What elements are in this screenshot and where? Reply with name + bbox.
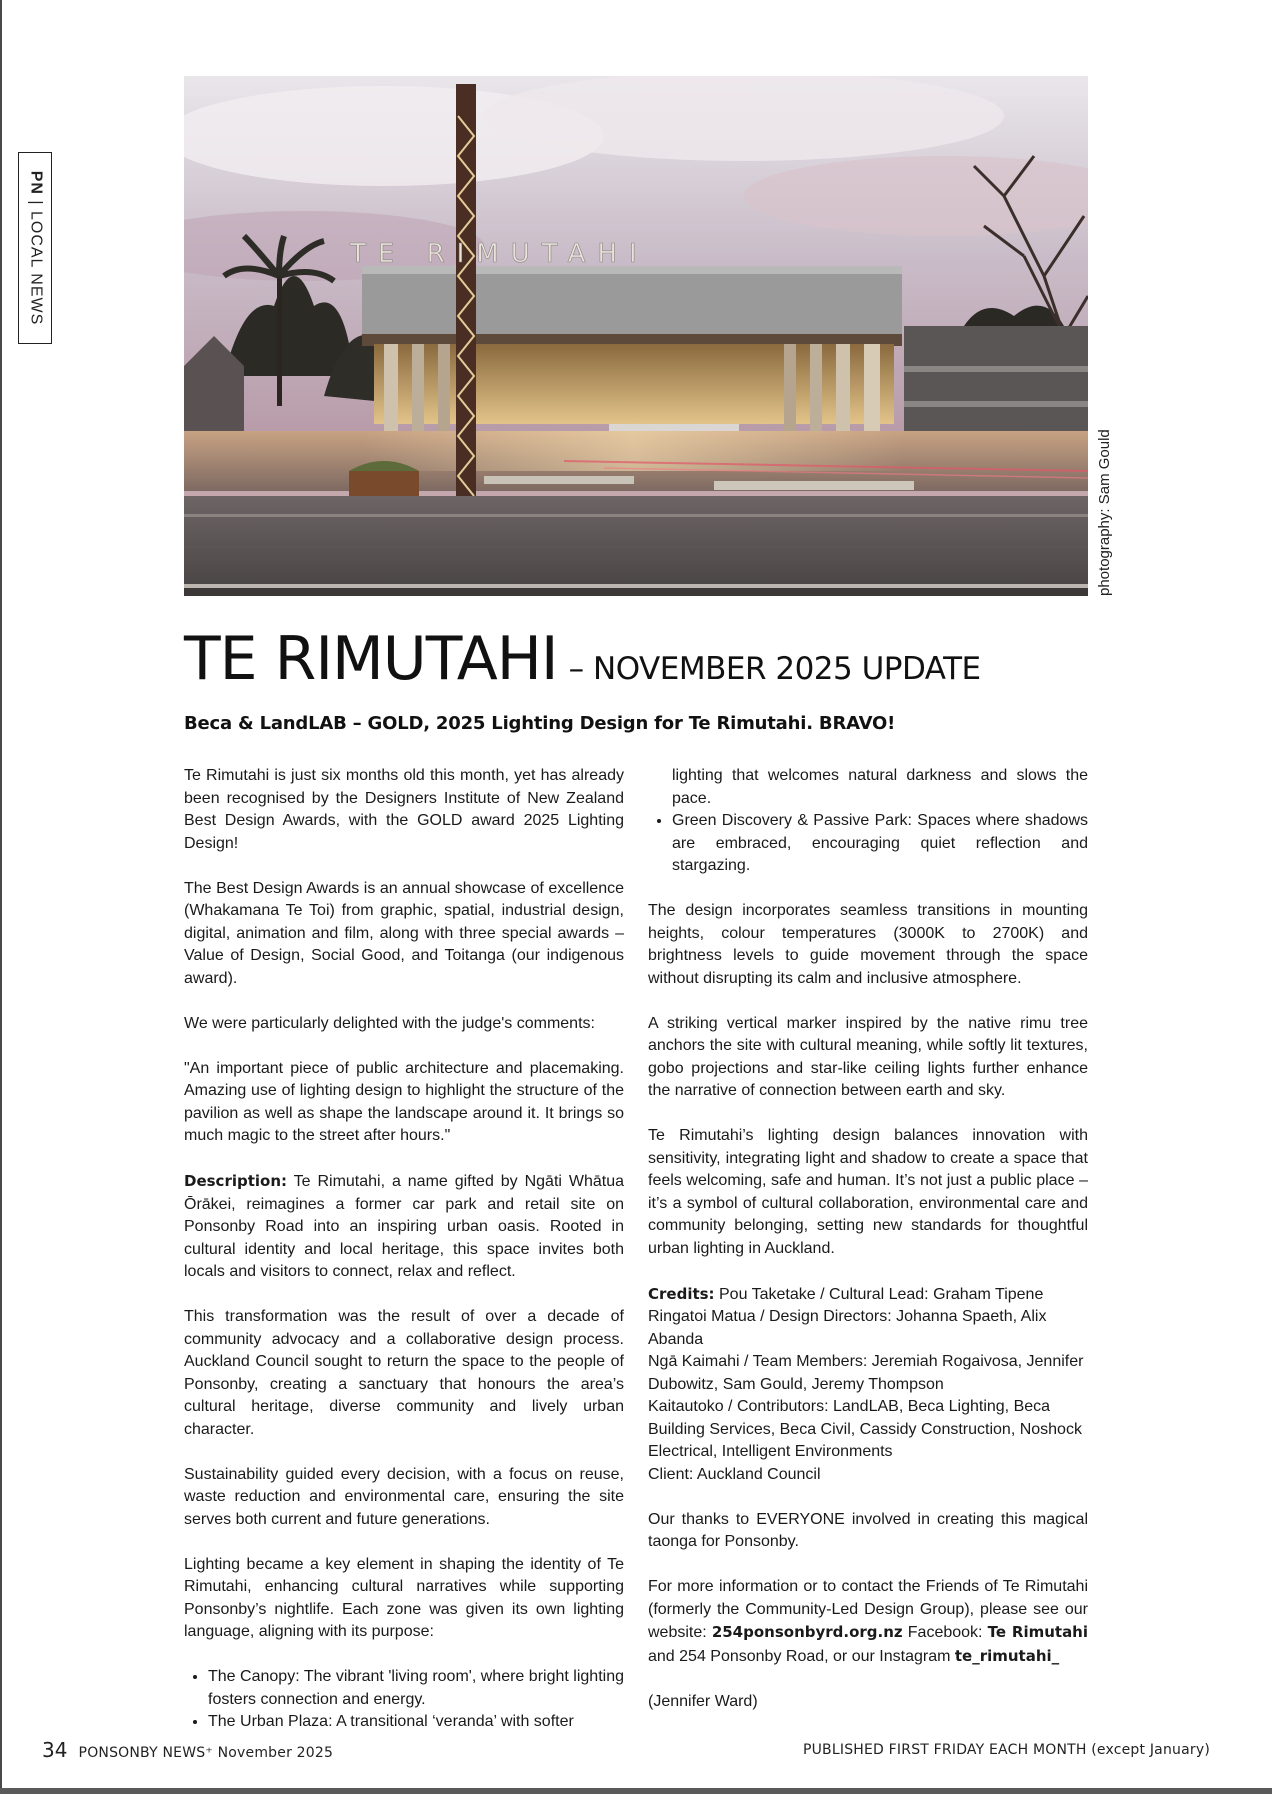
description-text: Te Rimutahi, a name gifted by Ngāti Whātua Ōrākei, reimagines a former car park and retail site on Ponsonby Road into an inspiring urban oasis. Rooted in cultural identity and local heritage, this space invites both locals and visitors to connect, relax and reflect.: [184, 1173, 624, 1280]
paragraph: The design incorporates seamless transitions in mounting heights, colour temperatures (3000K to 2700K) and brightness levels to guide movement through the space without disrupting its calm and inclusive atmosphere.: [648, 902, 1088, 987]
contact-paragraph: [648, 1576, 1088, 1668]
credits-block: [648, 1283, 1088, 1487]
contact-text: For more information or to contact the Friends of Te Rimutahi (formerly the Community-Led Design Group), please see our website:: [648, 1578, 1088, 1641]
byline: (Jennifer Ward): [648, 1692, 758, 1710]
credit-line: Ngā Kaimahi / Team Members: Jeremiah Rogaivosa, Jennifer Dubowitz, Sam Gould, Jeremy Thompson: [648, 1353, 1084, 1393]
credit-line: Kaitautoko / Contributors: LandLAB, Beca Lighting, Beca Building Services, Beca Civil, Cassidy Construction, Noshock Electrical, Intelligent Environments: [648, 1398, 1082, 1460]
publication-tagline: PUBLISHED FIRST FRIDAY EACH MONTH (except January): [802, 1742, 1210, 1758]
contact-text: Facebook:: [902, 1624, 988, 1641]
paragraph: Our thanks to EVERYONE involved in creating this magical taonga for Ponsonby.: [648, 1510, 1088, 1550]
article-headline: [184, 624, 1088, 694]
photo-signage: TE RIMUTAHI: [350, 239, 649, 269]
article-title-suffix: – NOVEMBER 2025 UPDATE: [568, 651, 981, 687]
article-subhead: Beca & LandLAB – GOLD, 2025 Lighting Design for Te Rimutahi. BRAVO!: [184, 713, 896, 734]
credit-line: Ringatoi Matua / Design Directors: Johanna Spaeth, Alix Abanda: [648, 1308, 1047, 1348]
credits-lead: Credits:: [648, 1284, 715, 1303]
facebook-link[interactable]: Te Rimutahi: [987, 1623, 1089, 1641]
paragraph: Te Rimutahi’s lighting design balances innovation with sensitivity, integrating light and shadow to create a space that feels welcoming, safe and human. It’s not just a public place – it’s a symbol of cultural collaboration, environmental care and community belonging, setting new standards for thoughtful urban lighting in Auckland.: [648, 1127, 1088, 1257]
section-tab-label: [26, 171, 44, 326]
section-tab: [18, 152, 52, 344]
page-edge-bottom: [0, 1788, 1272, 1794]
page-footer: [42, 1738, 1210, 1760]
zone-list: [184, 1666, 624, 1734]
paragraph: A striking vertical marker inspired by the native rimu tree anchors the site with cultural meaning, while softly lit textures, gobo projections and star-like ceiling lights further enhance the narrative of connection between earth and sky.: [648, 1014, 1088, 1099]
article-title: TE RIMUTAHI: [184, 624, 558, 694]
description-paragraph: [184, 1170, 624, 1284]
judges-quote: "An important piece of public architecture and placemaking. Amazing use of lighting design to highlight the structure of the pavilion as well as shape the landscape around it. It brings so much magic to the street after hours.": [184, 1059, 624, 1144]
zone-list-continued: [648, 765, 1088, 810]
article-column-left: [184, 765, 624, 1756]
hero-photo-illustration: [184, 76, 1088, 596]
list-item-continuation: lighting that welcomes natural darkness and slows the pace.: [672, 767, 1088, 807]
paragraph: Lighting became a key element in shaping the identity of Te Rimutahi, enhancing cultural narratives while supporting Ponsonby’s nightlife. Each zone was given its own lighting language, aligning with its purpose:: [184, 1555, 624, 1640]
paragraph: Te Rimutahi is just six months old this month, yet has already been recognised by the Designers Institute of New Zealand Best Design Awards, with the GOLD award 2025 Lighting Design!: [184, 767, 624, 852]
contact-text: and 254 Ponsonby Road, or our Instagram: [648, 1647, 955, 1665]
page-number: 34: [42, 1738, 68, 1762]
hero-photo: [184, 76, 1088, 596]
publication-name: PONSONBY NEWS⁺ November 2025: [78, 1745, 334, 1761]
list-item: • Green Discovery & Passive Park: Spaces where shadows are embraced, encouraging quiet reflection and stargazing.: [672, 810, 1088, 878]
article-column-right: [648, 765, 1088, 1736]
paragraph: We were particularly delighted with the judge's comments:: [184, 1014, 595, 1032]
credit-line: Pou Taketake / Cultural Lead: Graham Tipene: [714, 1285, 1044, 1303]
paragraph: The Best Design Awards is an annual showcase of excellence (Whakamana Te Toi) from graphic, spatial, industrial design, digital, animation and film, along with three special awards – Value of Design, Social Good, and Toitanga (our indigenous award).: [184, 879, 624, 987]
list-item: • The Canopy: The vibrant 'living room', where bright lighting fosters connection and energy.: [208, 1666, 624, 1711]
section-tab-separator: |: [27, 200, 44, 206]
website-link[interactable]: 254ponsonbyrd.org.nz: [711, 1623, 903, 1641]
section-tab-brand: PN: [27, 170, 44, 195]
instagram-link[interactable]: te_rimutahi_: [954, 1646, 1060, 1665]
section-tab-section: LOCAL NEWS: [27, 210, 44, 326]
paragraph: This transformation was the result of over a decade of community advocacy and a collaborative design process. Auckland Council sought to return the space to the people of Ponsonby, creating a sanctuary that honours the area’s cultural heritage, diverse community and lively urban character.: [184, 1308, 624, 1438]
description-lead: Description:: [184, 1172, 288, 1190]
list-item: • The Urban Plaza: A transitional ‘veranda’ with softer: [208, 1711, 624, 1734]
page-edge-left: [0, 0, 2, 1794]
paragraph: Sustainability guided every decision, with a focus on reuse, waste reduction and environmental care, ensuring the site serves both current and future generations.: [184, 1465, 624, 1528]
photo-credit: photography: Sam Gould: [1096, 429, 1113, 596]
zone-list-right: [648, 810, 1088, 878]
credit-line: Client: Auckland Council: [648, 1465, 821, 1483]
